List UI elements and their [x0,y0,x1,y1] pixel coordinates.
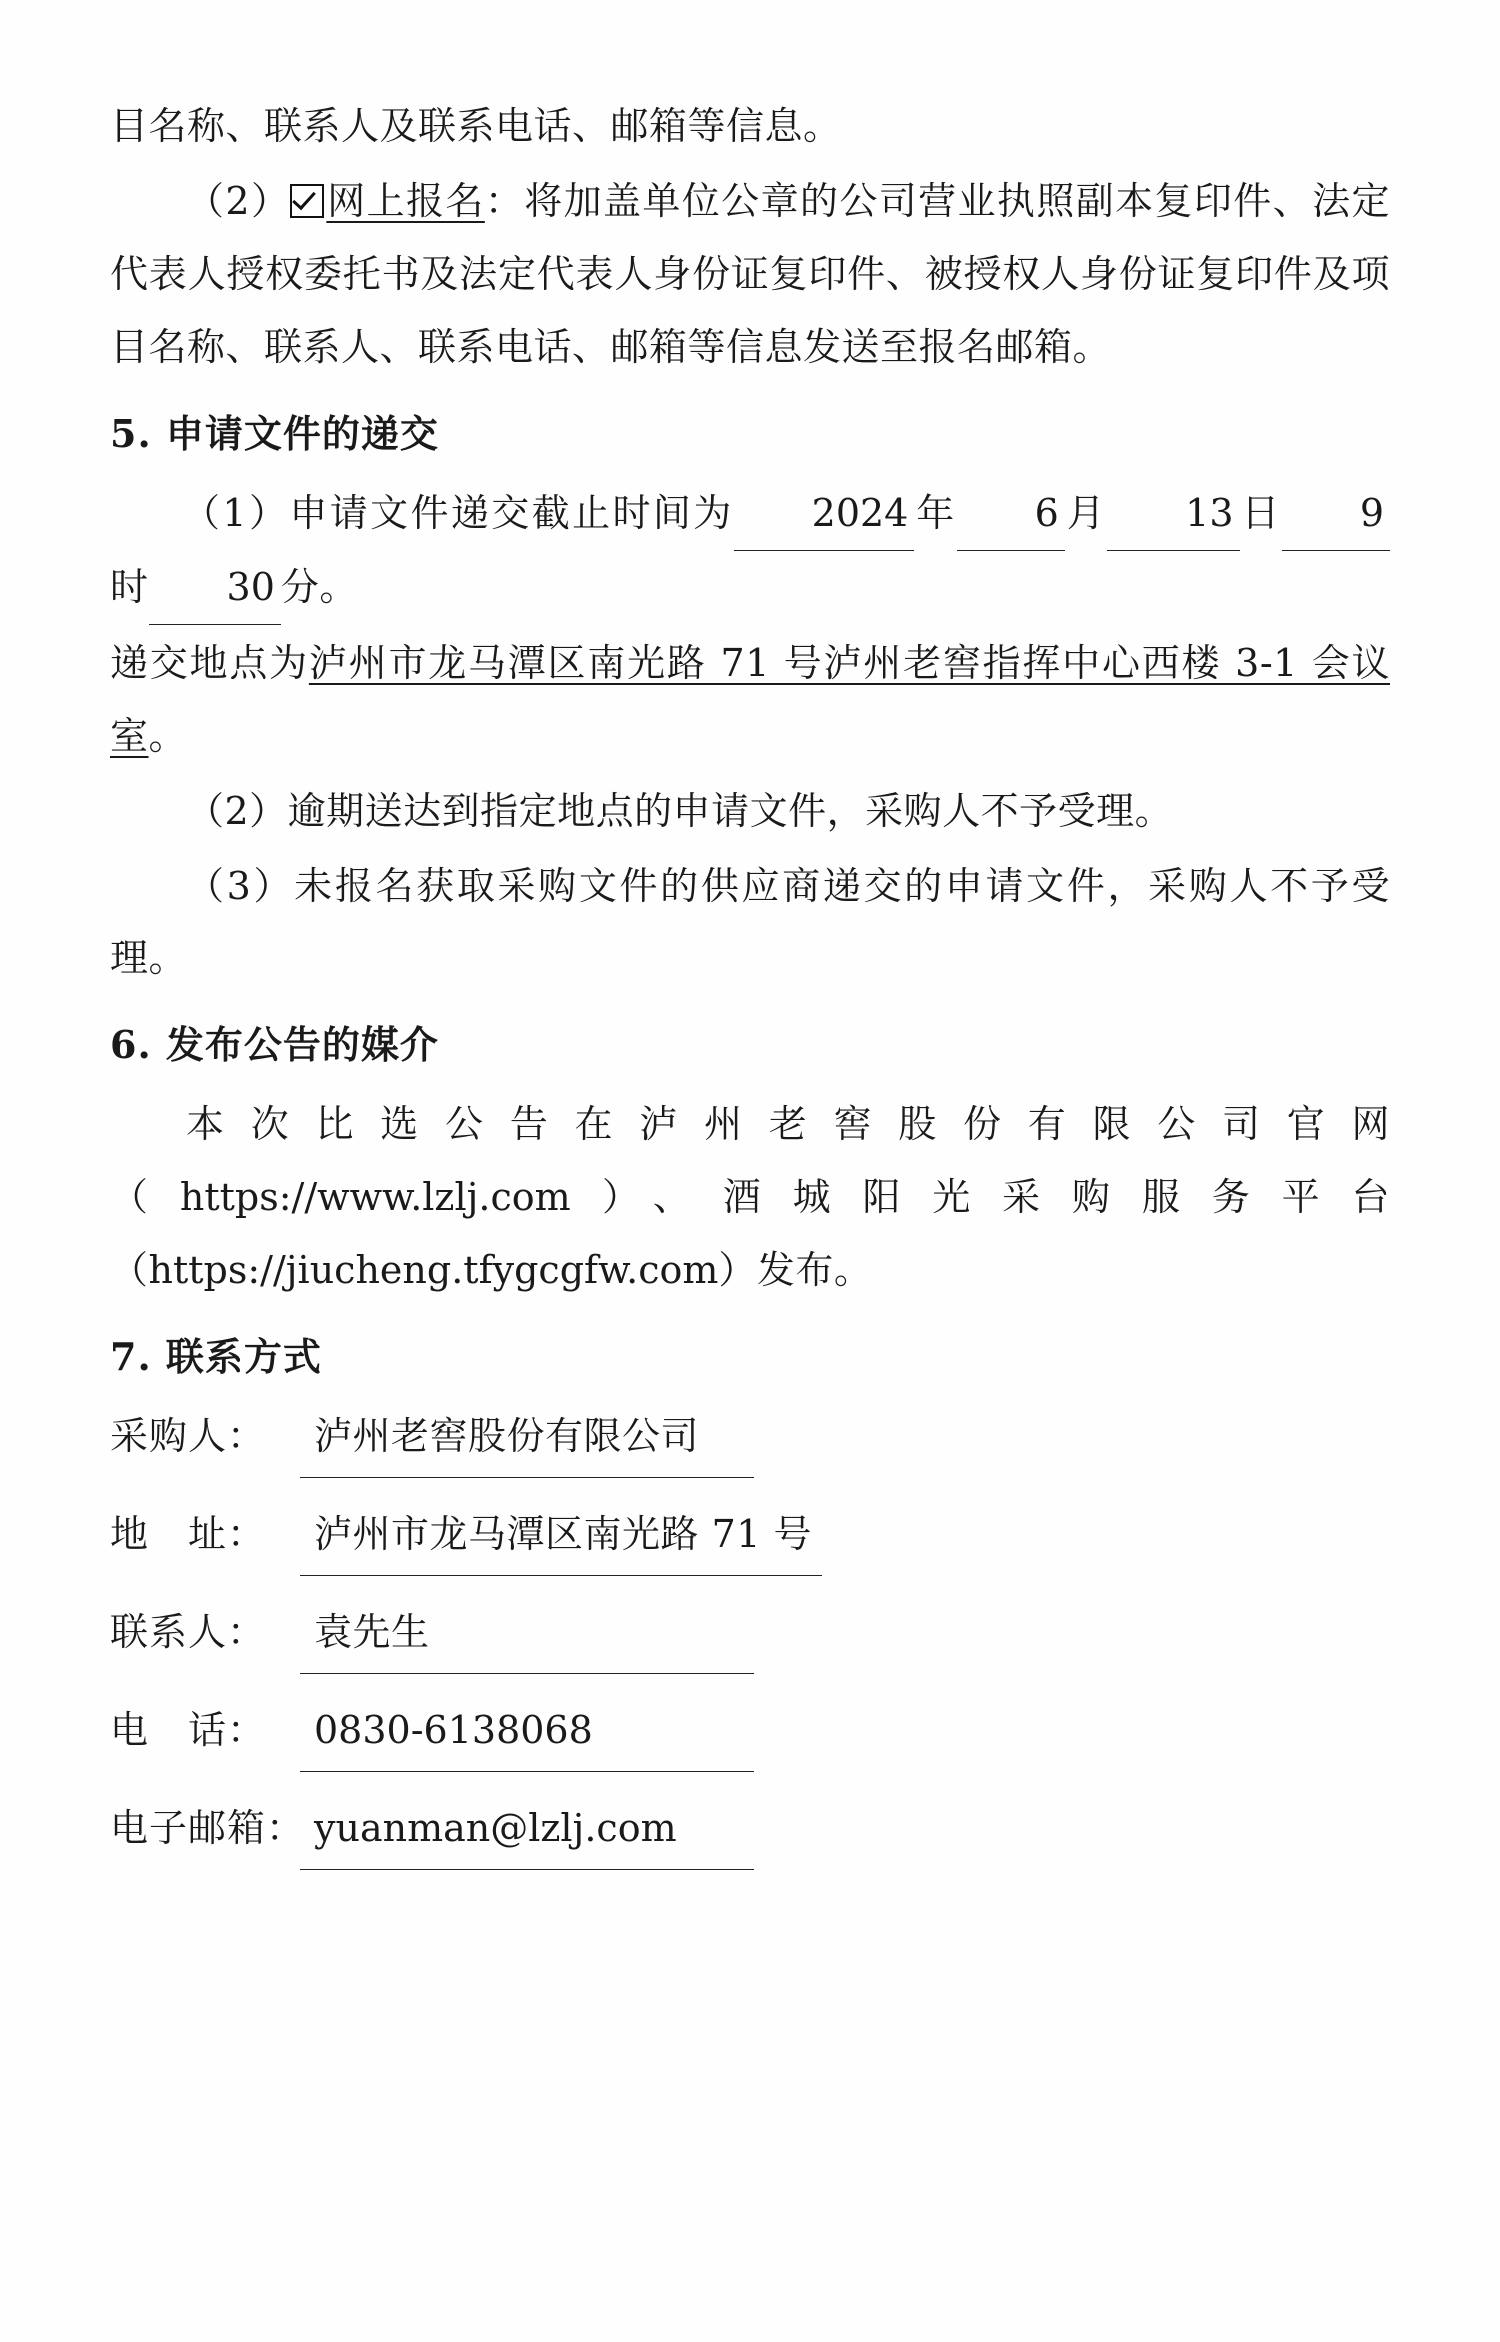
contact-value-phone[interactable]: 0830-6138068 [300,1694,754,1772]
submission-place-value[interactable]: 泸州市龙马潭区南光路 71 号泸州老窖指挥中心西楼 3-1 会议室 [110,640,1390,758]
announcement-text-3: ）发布。 [718,1248,873,1293]
contact-value-person[interactable]: 袁先生 [300,1596,754,1674]
contact-label-purchaser: 采购人： [110,1414,267,1459]
contact-label-email: 电子邮箱： [110,1806,306,1851]
deadline-year-unit: 年 [914,490,957,535]
section-5-number: 5. [110,410,152,456]
contact-label-phone: 电 话： [110,1708,267,1753]
deadline-month-field[interactable]: 6 [957,477,1065,551]
contact-row-phone [110,1694,1390,1772]
paragraph-submission-deadline [110,477,1390,625]
document-body [110,90,1390,1870]
paragraph-section5-item3: （3）未报名获取采购文件的供应商递交的申请文件，采购人不予受理。 [110,863,1390,981]
deadline-hour-unit: 时 [110,564,149,609]
heading-section-6 [110,1009,1390,1082]
contact-list [110,1400,1390,1870]
online-registration-label: 网上报名 [326,178,485,223]
heading-section-7 [110,1321,1390,1394]
announcement-text-1: 本次比选公告在泸州老窖股份有限公司官网（ [110,1102,1390,1220]
section-7-number: 7. [110,1334,152,1380]
deadline-day-unit: 日 [1239,490,1282,535]
checkbox-checked-icon[interactable] [290,184,324,218]
contact-row-address [110,1498,1390,1576]
contact-row-purchaser [110,1400,1390,1478]
submission-deadline-prefix: （1）申请文件递交截止时间为 [182,490,734,535]
deadline-minute-unit: 分。 [280,564,358,609]
submission-place-prefix: 递交地点为 [110,640,309,685]
paragraph-continuation: 目名称、联系人及联系电话、邮箱等信息。 [110,104,842,148]
deadline-day-field[interactable]: 13 [1107,477,1239,551]
paragraph-submission-place [110,627,1390,773]
deadline-minute-field[interactable]: 30 [149,551,281,625]
heading-section-5 [110,398,1390,471]
deadline-year-field[interactable]: 2024 [734,477,915,551]
contact-value-purchaser[interactable]: 泸州老窖股份有限公司 [300,1400,754,1478]
deadline-hour-field[interactable]: 9 [1282,477,1390,551]
submission-place-suffix: 。 [148,713,188,758]
announcement-text-2: ）、酒城阳光采购服务平台（ [110,1175,1390,1293]
contact-label-address: 地 址： [110,1512,267,1557]
official-website-url[interactable]: https://www.lzlj.com [179,1175,571,1220]
contact-row-person [110,1596,1390,1674]
section-5-title: 申请文件的递交 [165,410,439,456]
section-7-title: 联系方式 [165,1334,322,1380]
paragraph-online-registration [110,165,1390,384]
item-2-prefix: （2） [186,178,291,223]
procurement-platform-url[interactable]: https://jiucheng.tfygcgfw.com [148,1248,719,1293]
section-6-number: 6. [110,1022,152,1068]
paragraph-announcement-media [110,1088,1390,1307]
item-2-text: ：将加盖单位公章的公司营业执照副本复印件、法定代表人授权委托书及法定代表人身份证复印件、被授权人身份证复印件及项目名称、联系人、联系电话、邮箱等信息发送至报名邮箱。 [110,178,1390,369]
contact-row-email [110,1792,1390,1870]
contact-value-address[interactable]: 泸州市龙马潭区南光路 71 号 [300,1498,822,1576]
section-6-title: 发布公告的媒介 [165,1022,439,1068]
contact-value-email[interactable]: yuanman@lzlj.com [300,1792,754,1870]
deadline-month-unit: 月 [1064,490,1108,535]
contact-label-person: 联系人： [110,1610,267,1655]
paragraph-section5-item2: （2）逾期送达到指定地点的申请文件，采购人不予受理。 [186,788,1174,833]
